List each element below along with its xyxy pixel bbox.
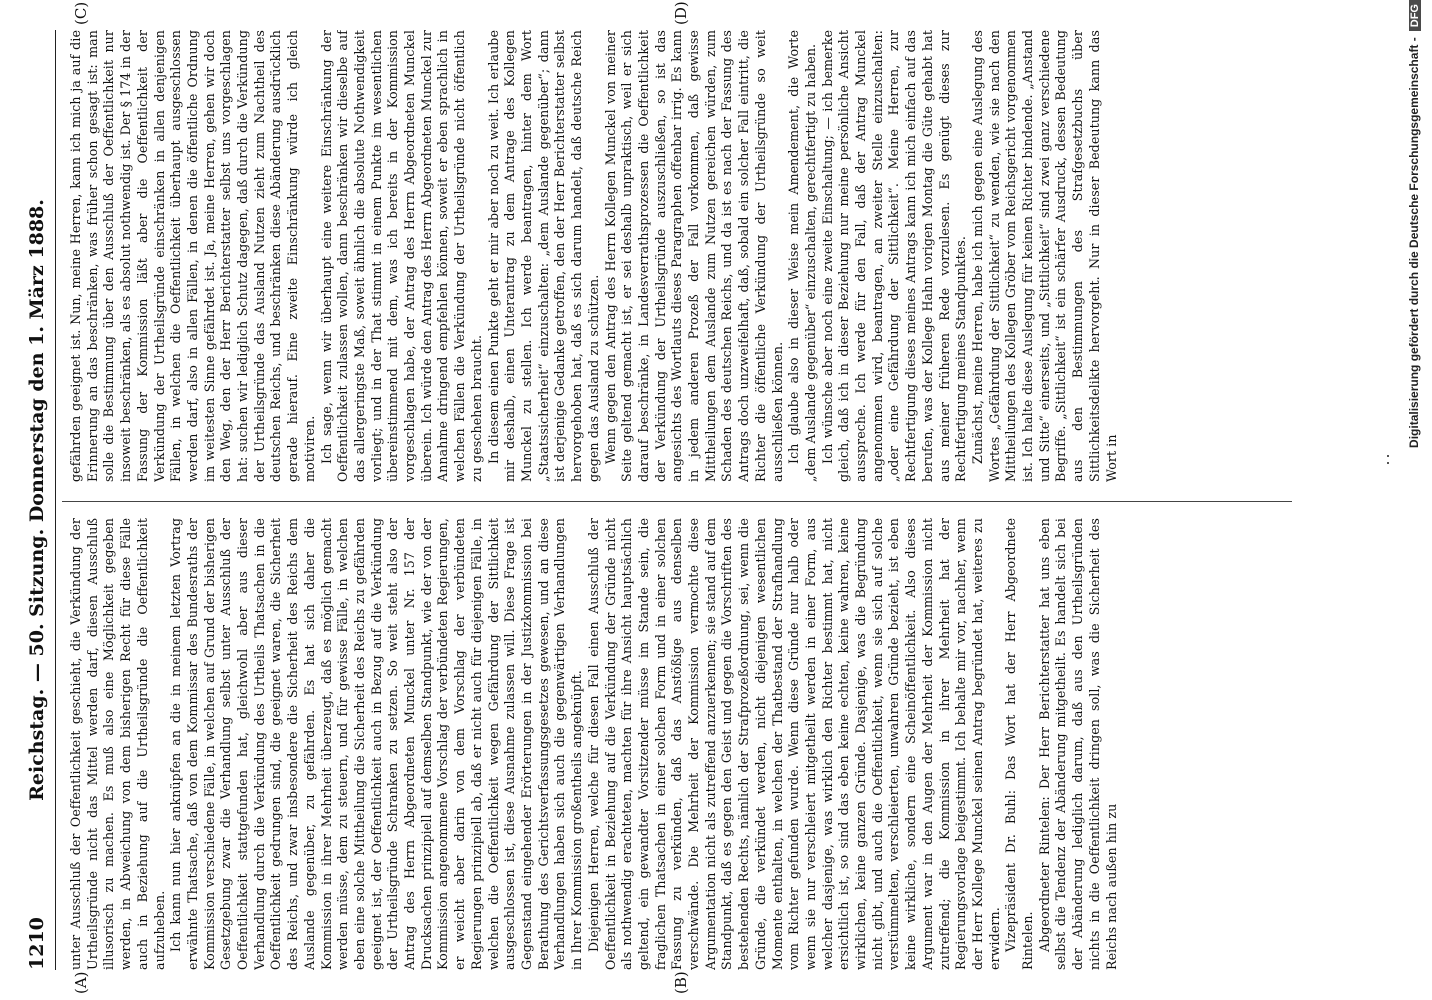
paragraph: In diesem einen Punkte geht er mir aber noch zu weit. Ich erlaube mir deshalb, einen Unterantrag zu dem Antrage des Kollegen Munckel zu stellen. Ich werde beantragen, hinter dem Wort „Staatssicherheit“ einzuschalten: „dem Auslande gegenüber“; dann ist derjenige Gedanke getroffen, den der Herr Berichterstatter selbst hervorgehoben hat, daß es sich darum handelt, daß deutsche Reich gegen das Ausland zu schützen. — [485, 30, 601, 482]
margin-letter-d: (D) — [672, 1, 690, 25]
credit-label: Digitalisierung gefördert durch die Deutsche Forschungsgemeinschaft - — [1407, 37, 1421, 448]
paragraph: Ich kann nun hier anknüpfen an die in meinem letzten Vortrag erwähnte Thatsache, daß von dem Kommissar des Bundesraths der Kommission verschiedene Fälle, in welchen auf Grund der bisherigen Gesetzgebung zwar die Verhandlung selbst unter Ausschluß der Oeffentlichkeit stattgefunden hat, gleichwohl aber aus dieser Verhandlung durch die Verkündung des Urtheils Thatsachen in die Oeffentlichkeit gedrungen sind, die geeignet waren, die Sicherheit des Reichs, und zwar insbesondere die Sicherheit des Reichs dem Auslande gegenüber, zu gefährden. Es hat sich daher die Kommission in ihrer Mehrheit überzeugt, daß es möglich gemacht werden müsse, dem zu steuern, und für gewisse Fälle, in welchen eben eine solche Mittheilung die Sicherheit des Reichs zu gefährden geeignet ist, der Oeffentlichkeit auch in Bezug auf die Verkündung der Urtheilsgründe Schranken zu setzen. So weit steht also der Antrag des Herrn Abgeordneten Munckel unter Nr. 157 der Drucksachen prinzipiell auf demselben Standpunkt, wie der von der Kommission angenommene Vorschlag der verbündeten Regierungen, er weicht aber darin von dem Vorschlag der verbündeten Regierungen prinzipiell ab, daß er nicht auch für diejenigen Fälle, in welchen die Oeffentlichkeit wegen Gefährdung der Sittlichkeit ausgeschlossen ist, diese Ausnahme zulassen will. Diese Frage ist Gegenstand eingehender Erörterungen in der Justizkommission bei Berathung des Gerichtsverfassungsgesetzes gewesen, und an diese Verhandlungen haben sich auch die gegenwärtigen Verhandlungen in Ihrer Kommission großentheils angeknüpft. — [168, 518, 585, 970]
margin-letter-b: (B) — [672, 971, 690, 994]
margin-letter-c: (C) — [72, 1, 90, 25]
dfg-logo: DFG — [1409, 0, 1421, 31]
paragraph: Zunächst, meine Herren, habe ich mich gegen eine Auslegung des Wortes „Gefährdung der Sittlichkeit“ zu wenden, wie sie nach den Mittheilungen des Kollegen Gröber vom Reichsgericht vorgenommen ist. Ich halte diese Auslegung für keinen Richter bindende. „Anstand und Sitte“ einerseits, und „Sittlichkeit“ sind zwei ganz verschiedene Begriffe. „Sittlichkeit“ ist ein schärfer Ausdruck, dessen Bedeutung aus den Bestimmungen des Strafgesetzbuchs über Sittlichkeitsdelikte hervorgeht. Nur in dieser Bedeutung kann das Wort in — [969, 30, 1119, 482]
scan-mark — [1387, 455, 1389, 457]
left-text-column — [68, 518, 1290, 970]
digitization-credit — [1405, 0, 1425, 1000]
digitization-credit-text — [1407, 0, 1427, 1000]
margin-letter-a: (A) — [72, 971, 90, 994]
paragraph: Wenn gegen den Antrag des Herrn Kollegen Munckel von meiner Seite geltend gemacht ist, er sei deshalb unpraktisch, weil er sich darauf beschränke, in Landesverrathsprozessen die Oeffentlichkeit der Verkündung der Urtheilsgründe auszuschließen, so ist das angesichts des Wortlauts dieses Paragraphen offenbar irrig. Es kann in jedem anderen Prozeß der Fall vorkommen, daß gewisse Mittheilungen dem Auslande zum Nutzen gereichen würden, zum Schaden des deutschen Reichs, und da ist es nach der Fassung des Antrags doch unzweifelhaft, daß, sobald ein solcher Fall eintritt, die Richter die öffentliche Verkündung der Urtheilsgründe so weit ausschließen können. — [602, 30, 785, 482]
paragraph: Vizepräsident Dr. Buhl: Das Wort hat der Herr Abgeordnete Rintelen. — [1003, 518, 1036, 970]
paragraph: unter Ausschluß der Oeffentlichkeit geschieht, die Verkündung der Urtheilsgründe nicht das Mittel werden darf, diesen Ausschluß illusorisch zu machen. Es muß also eine Möglichkeit gegeben werden, in Abweichung von dem bisherigen Recht für diese Fälle auch in Beziehung auf die Urtheilsgründe die Oeffentlichkeit aufzuheben. — [68, 518, 167, 970]
scan-mark — [1387, 462, 1389, 464]
paragraph: Ich glaube also in dieser Weise mein Amendement, die Worte „dem Auslande gegenüber“ einzuschalten, gerechtfertigt zu haben. — [786, 30, 818, 482]
header-rule — [55, 30, 56, 970]
column-divider — [62, 501, 1292, 502]
paragraph: Diejenigen Herren, welche für diesen Fall einen Ausschluß der Oeffentlichkeit in Beziehung auf die Verkündung der Gründe nicht als nothwendig erachteten, machten für ihre Ansicht hauptsächlich geltend, ein gewandter Vorsitzender müsse im Stande sein, die fraglichen Thatsachen in einer solchen Form und in einer solchen Fassung zu verkünden, daß das Anstößige aus denselben verschwände. Die Mehrheit der Kommission vermochte diese Argumentation nicht als zutreffend anzuerkennen; sie stand auf dem Standpunkt, daß es gegen den Geist und gegen die Vorschriften des bestehenden Rechts, nämlich der Strafprozeßordnung, sei, wenn die Gründe, die verkündet werden, nicht diejenigen wesentlichen Momente enthalten, in welchen der Thatbestand der Strafhandlung vom Richter gefunden wurde. Wenn diese Gründe nur halb oder wenn sie nur verschleiert mitgetheilt werden in einer Form, aus welcher dasjenige, was wirklich den Richter bestimmt hat, nicht ersichtlich ist, so sind das eben keine echten, keine wahren, keine wirklichen, keine ganzen Gründe. Dasjenige, was die Begründung nicht gibt, und auch die Oeffentlichkeit, wenn sie sich auf solche verstümmelten, verschleierten, unwahren Gründe bezieht, ist eben keine wirkliche, sondern eine Scheinöffentlichkeit. Also dieses Argument war in den Augen der Mehrheit der Kommission nicht zutreffend; die Kommission in ihrer Mehrheit hat der Regierungsvorlage beigestimmt. Ich behalte mir vor, nachher, wenn der Herr Kollege Munckel seinen Antrag begründet hat, weiteres zu erwidern. — [585, 518, 1002, 970]
paragraph: Ich sage, wenn wir überhaupt eine weitere Einschränkung der Oeffentlichkeit zulassen wollen, dann beschränken wir dieselbe auf das allergeringste Maß, soweit ähnlich die absolute Nothwendigkeit vorliegt; und in der That stimmt in einem Punkte im wesentlichen übereinstimmend mit dem, was ich bereits in der Kommission vorgeschlagen habe, der Antrag des Herrn Abgeordneten Munckel überein. Ich würde den Antrag des Herrn Abgeordneten Munckel zur Annahme dringend empfehlen können, soweit er eben sprachlich in welchen Fällen die Verkündung der Urtheilsgründe nicht öffentlich zu geschehen braucht. — [318, 30, 484, 482]
page-number: 1210 — [26, 917, 48, 970]
page-header — [22, 30, 52, 970]
paragraph: Ich wünsche aber noch eine zweite Einschaltung; — ich bemerke gleich, daß ich in dieser Beziehung nur meine persönliche Ansicht ausspreche. Ich werde für den Fall, daß der Antrag Munckel angenommen wird, beantragen, an zweiter Stelle einzuschalten: „oder eine Gefährdung der Sittlichkeit“. Meine Herren, zur Rechtfertigung dieses meines Antrags kann ich mich einfach auf das berufen, was der Kollege Hahn vorigen Montag die Güte gehabt hat aus meiner früheren Rede vorzulesen. Es genügt dieses zur Rechtfertigung meines Standpunktes. — [819, 30, 969, 482]
right-text-column — [68, 30, 1290, 482]
page-title: Reichstag. — 50. Sitzung. Donnerstag den 1. März 1888. — [26, 199, 48, 801]
paragraph: Abgeordneter Rintelen: Der Herr Berichterstatter hat uns eben selbst die Tendenz der Abänderung mitgetheilt. Es handelt sich bei der Abänderung lediglich darum, daß aus den Urtheilsgründen nichts in die Oeffentlichkeit dringen soll, was die Sicherheit des Reichs nach außen hin zu — [1036, 518, 1119, 970]
paragraph: gefährden geeignet ist. Nun, meine Herren, kann ich mich ja auf die Erinnerung an das beschränken, was früher schon gesagt ist: man solle die Bestimmung über den Ausschluß der Oeffentlichkeit nur insoweit beschränken, als es absolut nothwendig ist. Der § 174 in der Fassung der Kommission läßt aber die Oeffentlichkeit der Verkündung der Urtheilsgründe einschränken in allen denjenigen Fällen, in welchen die Oeffentlichkeit überhaupt ausgeschlossen werden darf, also in allen Fällen, in denen die öffentliche Ordnung im weitesten Sinne gefährdet ist. Ja, meine Herren, gehen wir doch den Weg, den der Herr Berichterstatter selbst uns vorgeschlagen hat: suchen wir lediglich Schutz dagegen, daß durch die Verkündung der Urtheilsgründe das Ausland Nutzen zieht zum Nachtheil des deutschen Reichs, und beschränken diese Abänderung ausdrücklich gerade hierauf. Eine zweite Einschränkung würde ich gleich motiviren. — [68, 30, 317, 482]
